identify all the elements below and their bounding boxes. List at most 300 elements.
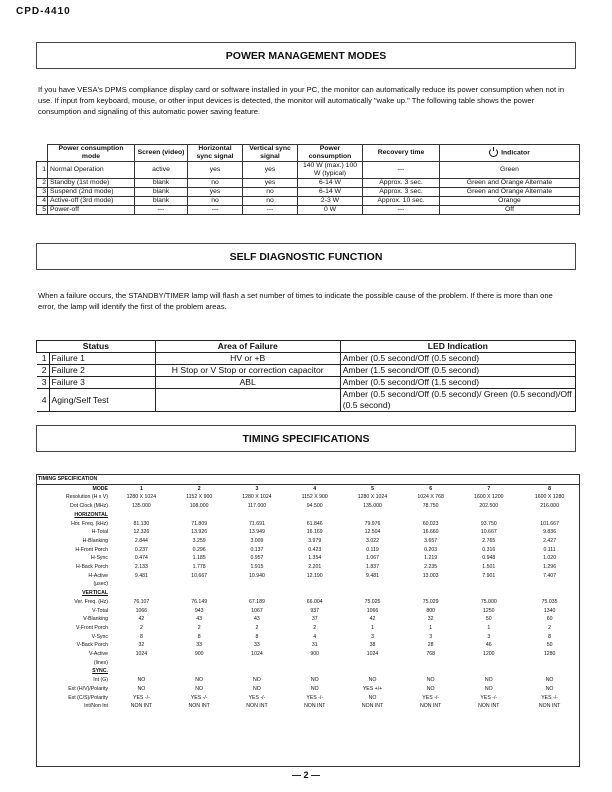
pm-cell-screen: active xyxy=(135,162,188,179)
ts-row-label: H-Total xyxy=(91,529,108,536)
ts-cell: 31 xyxy=(311,642,318,649)
ts-cell: 0.957 xyxy=(250,555,264,562)
ts-cell xyxy=(403,589,459,598)
ts-cell: 2.427 xyxy=(543,537,557,544)
ts-cell: 78.750 xyxy=(422,503,439,510)
ts-cell: 8 xyxy=(255,633,259,640)
sd-head-led: LED Indication xyxy=(340,341,575,353)
ts-cell: 0.316 xyxy=(482,546,496,553)
table-row xyxy=(36,607,580,616)
ts-cell: 2.765 xyxy=(482,537,496,544)
ts-cell: 93.750 xyxy=(480,520,497,527)
ts-cell xyxy=(287,659,342,668)
ts-cell: NON INT xyxy=(538,703,561,710)
pm-cell-mode: Suspend (2nd mode) xyxy=(48,188,135,197)
sd-cell-area xyxy=(155,389,340,412)
pm-cell-hsync: no xyxy=(188,179,243,188)
pm-cell-indicator: Orange xyxy=(440,197,580,206)
pm-cell-vsync: --- xyxy=(243,206,298,215)
ts-row-label: V-Sync xyxy=(91,633,108,640)
table-row xyxy=(36,563,580,572)
table-row xyxy=(37,206,580,215)
ts-cell: 79.976 xyxy=(364,520,381,527)
ts-cell: 76.149 xyxy=(191,598,208,605)
ts-cell: 61.846 xyxy=(306,520,323,527)
ts-cell: YES -/- xyxy=(480,694,498,701)
table-row xyxy=(36,702,580,711)
ts-cell: 216.000 xyxy=(540,503,559,510)
ts-cell: 3 xyxy=(255,485,259,492)
ts-cell: 117.000 xyxy=(247,503,267,510)
table-row xyxy=(37,389,576,412)
ts-cell: 3 xyxy=(429,633,433,640)
pm-cell-hsync: --- xyxy=(188,206,243,215)
ts-cell: 3.657 xyxy=(424,537,438,544)
ts-cell xyxy=(403,659,459,668)
ts-cell: 0.119 xyxy=(366,546,379,553)
ts-cell: 9.481 xyxy=(134,572,148,579)
sd-cell-led: Amber (0.5 second/Off (0.5 second) xyxy=(340,353,575,365)
ts-cell: 42 xyxy=(369,616,376,623)
ts-cell: 67.189 xyxy=(249,598,265,605)
ts-cell: 2 xyxy=(255,624,259,631)
ts-cell: 0.423 xyxy=(308,546,322,553)
ts-cell: 108.000 xyxy=(189,503,209,510)
ts-row-label: Int (G) xyxy=(93,677,108,684)
sd-cell-status: Failure 1 xyxy=(49,353,155,365)
ts-cell: 1.067 xyxy=(366,555,379,562)
pm-cell-vsync: yes xyxy=(243,162,298,179)
ts-cell xyxy=(172,580,227,589)
table-row xyxy=(36,667,580,676)
ts-cell: NO xyxy=(253,677,261,684)
pm-cell-mode: Normal Operation xyxy=(48,162,135,179)
pm-cell-vsync: yes xyxy=(243,179,298,188)
ts-cell: 3.022 xyxy=(366,537,379,544)
ts-cell: 8 xyxy=(139,633,143,640)
pm-cell-mode: Active-off (3rd mode) xyxy=(48,197,135,206)
table-row xyxy=(36,676,580,685)
table-row xyxy=(36,624,580,633)
ts-cell: 28 xyxy=(427,642,434,649)
pm-cell-screen: blank xyxy=(135,188,188,197)
ts-cell: 768 xyxy=(426,651,435,658)
pm-head-vsync: Vertical sync signal xyxy=(243,145,298,162)
ts-cell: 43 xyxy=(196,616,203,623)
table-row xyxy=(36,641,580,650)
ts-cell: NO xyxy=(545,677,554,684)
ts-cell: 202.500 xyxy=(479,503,499,510)
ts-cell: 71.809 xyxy=(191,520,208,527)
ts-row-label: MODE xyxy=(92,485,108,492)
ts-cell: 13.949 xyxy=(249,529,265,536)
ts-cell xyxy=(111,667,172,676)
ts-cell xyxy=(227,667,288,676)
ts-cell: NON INT xyxy=(246,703,268,710)
timing-caption: TIMING SPECIFICATION xyxy=(36,475,580,485)
pm-cell-recovery: Approx. 3 sec. xyxy=(363,179,440,188)
ts-row-label: Int/Non Int xyxy=(84,703,108,710)
ts-cell: 1.020 xyxy=(543,555,557,562)
ts-cell: YES -/- xyxy=(190,694,208,701)
table-row xyxy=(37,188,580,197)
ts-cell: NO xyxy=(484,677,493,684)
ts-cell: 1152 X 900 xyxy=(186,494,213,501)
ts-cell: 13.003 xyxy=(422,572,439,579)
pm-head-mode: Power consumption mode xyxy=(48,145,135,162)
ts-row-label: V-Blanking xyxy=(83,616,108,623)
ts-cell: 10.667 xyxy=(191,572,208,579)
ts-cell: 900 xyxy=(194,651,204,658)
ts-cell xyxy=(519,667,580,676)
ts-cell: 1600 X 1280 xyxy=(534,494,565,501)
pm-cell-num: 2 xyxy=(37,179,48,188)
ts-cell xyxy=(227,511,288,520)
pm-head-screen: Screen (video) xyxy=(135,145,188,162)
ts-cell: 46 xyxy=(485,642,492,649)
sd-cell-status: Failure 2 xyxy=(49,365,155,377)
ts-cell: 101.667 xyxy=(540,520,559,527)
ts-cell: 2 xyxy=(197,485,201,492)
table-row xyxy=(36,615,580,624)
ts-row-label: H-Active xyxy=(88,572,108,579)
ts-cell: 1024 xyxy=(135,651,148,658)
pm-cell-hsync: no xyxy=(188,197,243,206)
sd-cell-led: Amber (0.5 second/Off (1.5 second) xyxy=(340,377,575,389)
ts-cell: 60 xyxy=(546,616,553,623)
ts-row-label: Ver. Freq. (Hz) xyxy=(74,598,108,605)
ts-cell: 0.296 xyxy=(192,546,206,553)
ts-row-label: V-Back Porch xyxy=(76,642,108,649)
ts-cell: 2 xyxy=(197,624,201,631)
ts-cell: 75.025 xyxy=(364,598,381,605)
ts-cell: NO xyxy=(426,685,435,692)
ts-cell: NO xyxy=(195,685,204,692)
pm-cell-hsync: yes xyxy=(188,188,243,197)
pm-head-indicator: Indicator xyxy=(440,145,580,162)
pm-cell-power: 6-14 W xyxy=(298,188,363,197)
ts-cell: 9.836 xyxy=(543,529,557,536)
pm-cell-indicator: Green and Orange Alternate xyxy=(440,179,580,188)
ts-cell: 6 xyxy=(429,485,433,492)
ts-cell xyxy=(172,511,227,520)
pm-cell-recovery: --- xyxy=(363,162,440,179)
ts-cell: 2 xyxy=(313,624,317,631)
ts-cell: 1340 xyxy=(543,607,556,614)
ts-cell: 60.023 xyxy=(422,520,439,527)
ts-cell: NO xyxy=(137,677,146,684)
pm-cell-vsync: no xyxy=(243,197,298,206)
ts-cell: 4 xyxy=(313,485,317,492)
ts-cell: 94.500 xyxy=(306,503,323,510)
ts-cell: NO xyxy=(426,677,435,684)
ts-cell: 1250 xyxy=(483,607,495,614)
ts-row-label: (lines) xyxy=(93,659,108,666)
table-row xyxy=(37,179,580,188)
sd-cell-num: 3 xyxy=(37,377,50,389)
ts-cell: 75.035 xyxy=(541,598,558,605)
table-row xyxy=(36,598,580,607)
table-row xyxy=(36,633,580,642)
table-row xyxy=(36,520,580,529)
table-row xyxy=(36,554,580,563)
pm-cell-power: 0 W xyxy=(298,206,363,215)
ts-cell: 1152 X 900 xyxy=(301,494,328,501)
ts-cell xyxy=(111,580,172,589)
ts-cell: 1280 X 1024 xyxy=(357,494,388,501)
ts-cell: 1200 xyxy=(483,651,495,658)
ts-cell: 76.107 xyxy=(133,598,150,605)
ts-cell xyxy=(458,580,519,589)
pm-cell-mode: Standby (1st mode) xyxy=(48,179,135,188)
pm-cell-indicator: Green and Orange Alternate xyxy=(440,188,580,197)
ts-cell: NO xyxy=(195,677,204,684)
ts-cell xyxy=(342,659,403,668)
ts-row-label: VERTICAL xyxy=(82,590,108,597)
power-intro: If you have VESA's DPMS compliance display card or software installed in your PC, the monitor can automatically reduce its power consumption when not in use. If input from keyboard, mouse, or other input devices is detected, the monitor will automatically "wake up." The following table shows the power consumption and signaling of this automatic power saving feature. xyxy=(38,85,565,116)
ts-row-label: Resolution (H x V) xyxy=(65,494,108,501)
ts-cell: 81.130 xyxy=(133,520,150,527)
ts-cell: 1.778 xyxy=(192,564,206,571)
pm-cell-screen: blank xyxy=(135,197,188,206)
ts-row-label: V-Total xyxy=(92,607,108,614)
ts-cell: 0.137 xyxy=(250,546,264,553)
ts-cell: 43 xyxy=(254,616,260,623)
ts-cell xyxy=(287,580,342,589)
table-row xyxy=(36,537,580,546)
ts-cell: 1067 xyxy=(251,607,263,614)
ts-row-label: V-Front Porch xyxy=(75,624,108,631)
power-icon xyxy=(489,148,498,157)
ts-cell: 1 xyxy=(139,485,143,492)
pm-cell-vsync: no xyxy=(243,188,298,197)
pm-head-power: Power consumption xyxy=(298,145,363,162)
ts-cell xyxy=(519,659,580,668)
pm-cell-power: 6-14 W xyxy=(298,179,363,188)
pm-cell-num: 4 xyxy=(37,197,48,206)
ts-cell: NO xyxy=(253,685,261,692)
ts-cell xyxy=(458,511,519,520)
diag-table xyxy=(36,340,576,412)
ts-row-label: H-Back Porch xyxy=(76,564,108,571)
ts-cell: 16.660 xyxy=(422,529,439,536)
ts-cell: NON INT xyxy=(478,703,500,710)
ts-cell xyxy=(458,659,519,668)
ts-cell: 71.691 xyxy=(249,520,265,527)
ts-cell xyxy=(342,589,403,598)
ts-cell xyxy=(111,511,172,520)
ts-row-label: H-Sync xyxy=(90,555,108,562)
ts-cell xyxy=(227,580,288,589)
table-row xyxy=(36,685,580,694)
sd-cell-num: 1 xyxy=(37,353,50,365)
ts-cell: 1.185 xyxy=(192,555,206,562)
ts-cell xyxy=(519,589,580,598)
ts-cell: 10.940 xyxy=(249,572,265,579)
ts-cell: 10.667 xyxy=(480,529,497,536)
sd-cell-led: Amber (0.5 second/Off (0.5 second)/ Green (0.5 second)/Off (0.5 second) xyxy=(340,389,575,412)
ts-cell: 8 xyxy=(197,633,201,640)
ts-cell: 1.501 xyxy=(482,564,496,571)
ts-cell xyxy=(172,589,227,598)
ts-cell: YES -/- xyxy=(133,694,150,701)
ts-cell: 5 xyxy=(371,485,374,492)
ts-cell: 7.901 xyxy=(482,572,496,579)
ts-cell: 12.190 xyxy=(306,572,323,579)
model-id: CPD-4410 xyxy=(16,6,71,17)
ts-cell: 1 xyxy=(371,624,374,631)
ts-cell xyxy=(403,511,459,520)
ts-cell: 3.259 xyxy=(192,537,206,544)
ts-row-label: HORIZONTAL xyxy=(74,511,108,518)
ts-cell: 1024 xyxy=(251,651,263,658)
ts-cell: 13.926 xyxy=(191,529,208,536)
pm-cell-num: 1 xyxy=(37,162,48,179)
ts-cell: 1.915 xyxy=(250,564,264,571)
ts-cell: 943 xyxy=(194,607,204,614)
pm-cell-indicator: Green xyxy=(440,162,580,179)
pm-cell-screen: blank xyxy=(135,179,188,188)
ts-cell: 1280 X 1024 xyxy=(242,494,272,501)
ts-cell: 7.407 xyxy=(543,572,557,579)
ts-cell xyxy=(111,589,172,598)
timing-table xyxy=(36,474,580,711)
ts-cell: 135.000 xyxy=(363,503,382,510)
ts-cell: 33 xyxy=(254,642,260,649)
ts-cell: 1280 X 1024 xyxy=(126,494,157,501)
ts-cell: 1280 xyxy=(543,651,556,658)
ts-cell: 2.201 xyxy=(308,564,322,571)
ts-cell: 8 xyxy=(548,485,552,492)
ts-cell xyxy=(342,580,403,589)
ts-cell: 75.029 xyxy=(422,598,439,605)
sd-cell-num: 4 xyxy=(37,389,50,412)
pm-cell-num: 5 xyxy=(37,206,48,215)
ts-cell xyxy=(342,511,403,520)
table-row xyxy=(36,589,580,598)
table-row xyxy=(37,353,576,365)
ts-cell xyxy=(227,589,288,598)
sd-cell-area: HV or +B xyxy=(155,353,340,365)
table-row xyxy=(37,162,580,179)
ts-cell: 66.004 xyxy=(306,598,323,605)
ts-row-label: V-Active xyxy=(88,651,108,658)
ts-cell: 12.326 xyxy=(133,529,150,536)
pm-cell-mode: Power-off xyxy=(48,206,135,215)
ts-cell: 1024 xyxy=(366,651,379,658)
ts-cell: 2 xyxy=(139,624,143,631)
power-section-title: POWER MANAGEMENT MODES xyxy=(36,42,576,69)
ts-cell: 1066 xyxy=(135,607,148,614)
ts-cell xyxy=(403,667,459,676)
ts-cell xyxy=(519,511,580,520)
ts-cell: 37 xyxy=(311,616,318,623)
ts-cell: NON INT xyxy=(419,703,442,710)
ts-cell: 1.219 xyxy=(424,555,438,562)
ts-cell: 2.844 xyxy=(134,537,148,544)
ts-cell: 1024 X 768 xyxy=(417,494,444,501)
pm-cell-hsync: yes xyxy=(188,162,243,179)
pm-cell-power: 140 W (max.) 100 W (typical) xyxy=(298,162,363,179)
ts-row-label: Dot Clock (MHz) xyxy=(69,503,108,510)
sd-cell-status: Failure 3 xyxy=(49,377,155,389)
ts-cell: 3.009 xyxy=(250,537,264,544)
pm-cell-power: 2-3 W xyxy=(298,197,363,206)
ts-row-label: Ext (C/S)/Polarity xyxy=(68,694,108,701)
ts-cell xyxy=(172,659,227,668)
ts-cell: 937 xyxy=(310,607,320,614)
ts-cell xyxy=(111,659,172,668)
table-row xyxy=(36,572,580,581)
ts-row-label: H-Front Porch xyxy=(75,546,108,553)
ts-cell: 16.169 xyxy=(306,529,323,536)
ts-cell: 1066 xyxy=(366,607,379,614)
ts-cell: YES -/- xyxy=(248,694,266,701)
ts-cell: 1.354 xyxy=(308,555,322,562)
table-row xyxy=(36,546,580,555)
timing-section-title: TIMING SPECIFICATIONS xyxy=(36,425,576,452)
ts-cell: 0.203 xyxy=(424,546,438,553)
ts-cell: NON INT xyxy=(188,703,210,710)
pm-cell-num: 3 xyxy=(37,188,48,197)
diag-section-title: SELF DIAGNOSTIC FUNCTION xyxy=(36,243,576,270)
pm-cell-recovery: Approx. 3 sec. xyxy=(363,188,440,197)
ts-cell: 32 xyxy=(427,616,434,623)
ts-cell xyxy=(342,667,403,676)
ts-cell: NO xyxy=(368,677,377,684)
pm-cell-recovery: --- xyxy=(363,206,440,215)
ts-cell: 42 xyxy=(138,616,145,623)
ts-cell: NO xyxy=(368,694,377,701)
table-row xyxy=(37,365,576,377)
ts-cell: 50 xyxy=(485,616,492,623)
table-row xyxy=(36,580,580,589)
ts-cell xyxy=(458,667,519,676)
ts-cell: 800 xyxy=(426,607,435,614)
diag-intro: When a failure occurs, the STANDBY/TIMER lamp will flash a set number of times to indicate the possible cause of the problem. If there is more than one error, the lamp will identify the first of the problem areas. xyxy=(38,291,553,311)
ts-row-label: Hor. Freq. (kHz) xyxy=(71,520,108,527)
ts-cell: 3 xyxy=(487,633,491,640)
ts-cell: 1 xyxy=(487,624,491,631)
ts-cell: 75.000 xyxy=(480,598,497,605)
table-row xyxy=(36,502,580,511)
table-row xyxy=(37,197,580,206)
ts-cell: YES -/- xyxy=(541,694,558,701)
pm-cell-screen: --- xyxy=(135,206,188,215)
ts-cell: 0.474 xyxy=(134,555,148,562)
ts-row-label: H-Blanking xyxy=(82,537,108,544)
ts-cell: YES -/- xyxy=(306,694,324,701)
ts-cell: 0.948 xyxy=(482,555,496,562)
ts-cell: 12.504 xyxy=(364,529,381,536)
ts-cell: NO xyxy=(137,685,146,692)
table-row xyxy=(37,377,576,389)
ts-cell: 0.111 xyxy=(543,546,556,553)
pm-cell-indicator: Off xyxy=(440,206,580,215)
pm-cell-recovery: Approx. 10 sec. xyxy=(363,197,440,206)
ts-cell: NO xyxy=(545,685,554,692)
ts-cell: 1.296 xyxy=(543,564,557,571)
table-row xyxy=(36,511,580,520)
ts-row-label: Ext (H/V)/Polarity xyxy=(68,685,108,692)
sd-cell-num: 2 xyxy=(37,365,50,377)
sd-cell-led: Amber (1.5 second/Off (0.5 second) xyxy=(340,365,575,377)
ts-cell xyxy=(403,580,459,589)
ts-cell: 900 xyxy=(310,651,320,658)
ts-cell: 4 xyxy=(313,633,317,640)
ts-cell: 2.235 xyxy=(424,564,438,571)
ts-cell: NON INT xyxy=(361,703,384,710)
